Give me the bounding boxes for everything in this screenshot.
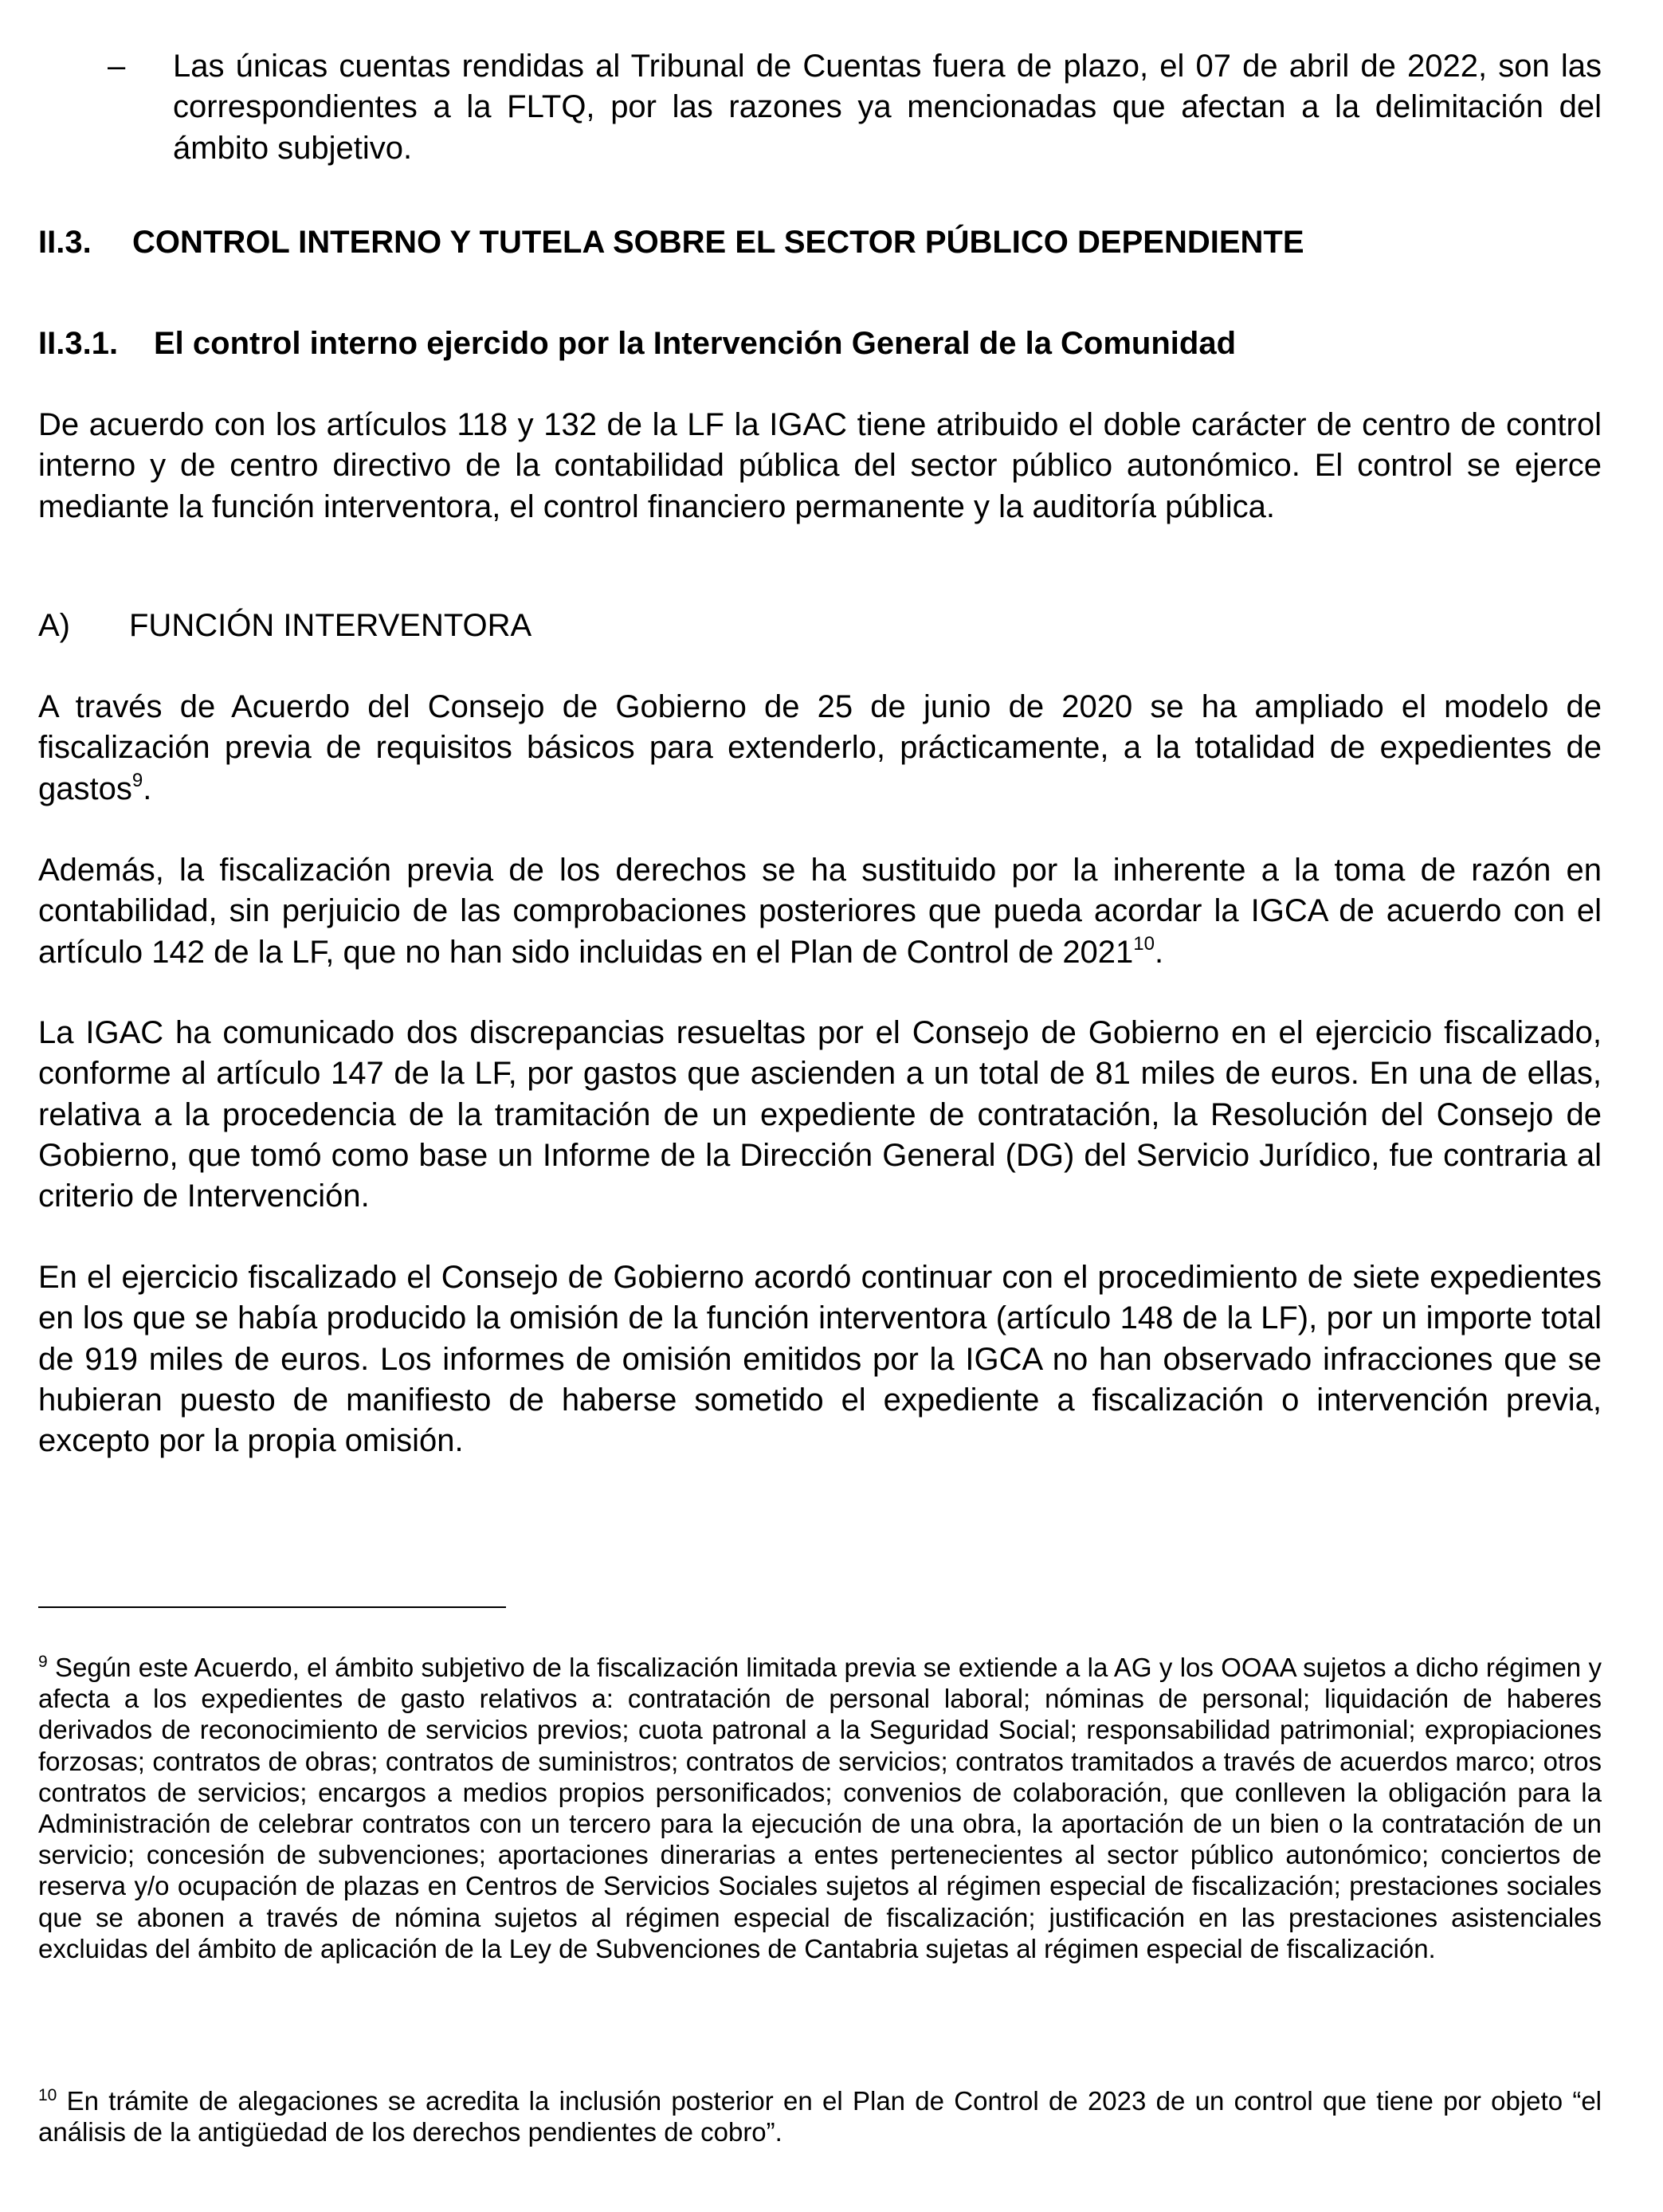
section-number: II.3. — [38, 225, 92, 260]
paragraph-acuerdo-text: A través de Acuerdo del Consejo de Gobierno de 25 de junio de 2020 se ha ampliado el modelo de fiscalización previa de requisitos básicos para extenderlo, prácticamente, a la totalidad de expedientes de gastos — [38, 689, 1602, 806]
subheading-letter: A) — [38, 608, 70, 643]
section-heading — [38, 222, 1304, 263]
footnote-10-text: En trámite de alegaciones se acredita la inclusión posterior en el Plan de Control de 2023 de un control que tiene por objeto “el análisis de la antigüedad de los derechos pendientes de cobro”. — [38, 2086, 1602, 2147]
footnote-10-number: 10 — [38, 2086, 57, 2104]
footnote-10 — [38, 2085, 1602, 2147]
subsection-heading — [38, 324, 1236, 364]
subsection-number: II.3.1. — [38, 326, 119, 361]
section-title: CONTROL INTERNO Y TUTELA SOBRE EL SECTOR PÚBLICO DEPENDIENTE — [132, 225, 1304, 260]
paragraph-acuerdo-end: . — [143, 771, 152, 806]
footnote-9-text: Según este Acuerdo, el ámbito subjetivo de la fiscalización limitada previa se extiende a la AG y los OOAA sujetos a dicho régimen y afecta a los expedientes de gasto relativos a: contratación de personal laboral; nóminas de personal; liquidación de haberes derivados de reconocimiento de servicios previos; cuota patronal a la Seguridad Social; responsabilidad patrimonial; expropiaciones forzosas; contratos de obras; contratos de suministros; contratos de servicios; contratos tramitados a través de acuerdos marco; otros contratos de servicios; encargos a medios propios personificados; convenios de colaboración, que conlleven la obligación para la Administración de celebrar contratos con un tercero para la ejecución de una obra, la aportación de un bien o la contratación de un servicio; concesión de subvenciones; aportaciones dinerarias a entes pertenecientes al sector público autonómico; conciertos de reserva y/o ocupación de plazas en Centros de Servicios Sociales sujetos al régimen especial de fiscalización; prestaciones sociales que se abonen a través de nómina sujetos al régimen especial de fiscalización; justificación en las prestaciones asistenciales excluidas del ámbito de aplicación de la Ley de Subvenciones de Cantabria sujetas al régimen especial de fiscalización. — [38, 1653, 1602, 1963]
footnote-ref-9[interactable]: 9 — [131, 769, 143, 791]
bullet-dash: – — [108, 49, 126, 84]
footnote-9 — [38, 1652, 1602, 1964]
footnote-9-number: 9 — [38, 1653, 48, 1671]
function-subheading — [38, 606, 531, 646]
intro-paragraph: De acuerdo con los artículos 118 y 132 de la LF la IGAC tiene atribuido el doble carácter de centro de control interno y de centro directivo de la contabilidad pública del sector público autonómico. El control se ejerce mediante la función interventora, el control financiero permanente y la auditoría pública. — [38, 407, 1602, 524]
paragraph-omision: En el ejercicio fiscalizado el Consejo de Gobierno acordó continuar con el procedimiento de siete expedientes en los que se había producido la omisión de la función interventora (artículo 148 de la LF), por un importe total de 919 miles de euros. Los informes de omisión emitidos por la IGCA no han observado infracciones que se hubieran puesto de manifiesto de haberse sometido el expediente a fiscalización o intervención previa, excepto por la propia omisión. — [38, 1260, 1602, 1459]
bullet-text: Las únicas cuentas rendidas al Tribunal de Cuentas fuera de plazo, el 07 de abril de 2022, son las correspondientes a la FLTQ, por las razones ya mencionadas que afectan a la delimitación del ámbito subjetivo. — [173, 49, 1602, 166]
paragraph-derechos-end: . — [1155, 934, 1164, 970]
subheading-title: FUNCIÓN INTERVENTORA — [129, 608, 532, 643]
subsection-title: El control interno ejercido por la Intervención General de la Comunidad — [154, 326, 1237, 361]
paragraph-acuerdo — [38, 687, 1602, 810]
paragraph-derechos — [38, 850, 1602, 973]
paragraph-discrepancias: La IGAC ha comunicado dos discrepancias resueltas por el Consejo de Gobierno en el ejercicio fiscalizado, conforme al artículo 147 de la LF, por gastos que ascienden a un total de 81 miles de euros. En una de ellas, relativa a la procedencia de la tramitación de un expediente de contratación, la Resolución del Consejo de Gobierno, que tomó como base un Informe de la Dirección General (DG) del Servicio Jurídico, fue contraria al criterio de Intervención. — [38, 1015, 1602, 1214]
footnote-separator — [38, 1606, 506, 1608]
footnote-ref-10[interactable]: 10 — [1133, 932, 1155, 955]
paragraph-derechos-text: Además, la fiscalización previa de los derechos se ha sustituido por la inherente a la toma de razón en contabilidad, sin perjuicio de las comprobaciones posteriores que pueda acordar la IGCA de acuerdo con el artículo 142 de la LF, que no han sido incluidas en el Plan de Control de 2021 — [38, 853, 1602, 970]
